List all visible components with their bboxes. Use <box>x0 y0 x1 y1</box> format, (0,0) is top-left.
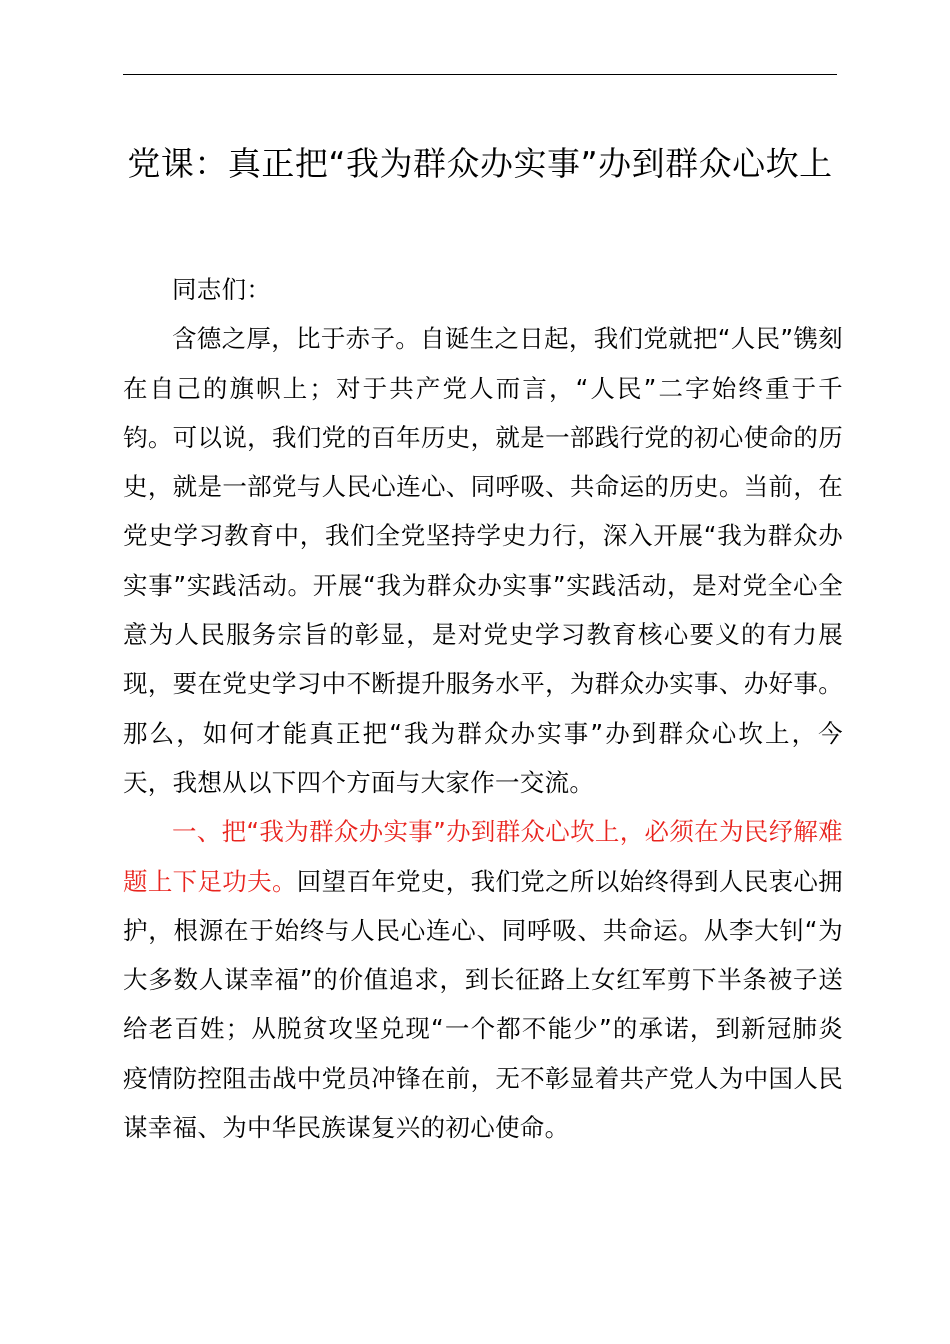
document-body <box>123 265 843 1152</box>
paragraph-section-1 <box>123 807 843 1152</box>
section-1-body: 回望百年党史，我们党之所以始终得到人民衷心拥护，根源在于始终与人民心连心、同呼吸、共命运。从李大钊“为大多数人谋幸福”的价值追求，到长征路上女红军剪下半条被子送给老百姓；从脱贫攻坚兑现“一个都不能少”的承诺，到新冠肺炎疫情防控阻击战中党员冲锋在前，无不彰显着共产党人为中国人民谋幸福、为中华民族谋复兴的初心使命。 <box>123 866 843 1143</box>
salutation: 同志们： <box>172 275 272 304</box>
header-rule <box>123 74 837 75</box>
paragraph-intro: 含德之厚，比于赤子。自诞生之日起，我们党就把“人民”镌刻在自己的旗帜上；对于共产党人而言，“人民”二字始终重于千钧。可以说，我们党的百年历史，就是一部践行党的初心使命的历史，就是一部党与人民心连心、同呼吸、共命运的历史。当前，在党史学习教育中，我们全党坚持学史力行，深入开展“我为群众办实事”实践活动。开展“我为群众办实事”实践活动，是对党全心全意为人民服务宗旨的彰显，是对党史学习教育核心要义的有力展现，要在党史学习中不断提升服务水平，为群众办实事、办好事。那么，如何才能真正把“我为群众办实事”办到群众心坎上，今天，我想从以下四个方面与大家作一交流。 <box>123 324 843 797</box>
document-title: 党课：真正把“我为群众办实事”办到群众心坎上 <box>127 144 833 183</box>
section-1-heading: 一、把“我为群众办实事”办到群众心坎上，必须在为民纾解难题上下足功夫。 <box>123 817 843 896</box>
